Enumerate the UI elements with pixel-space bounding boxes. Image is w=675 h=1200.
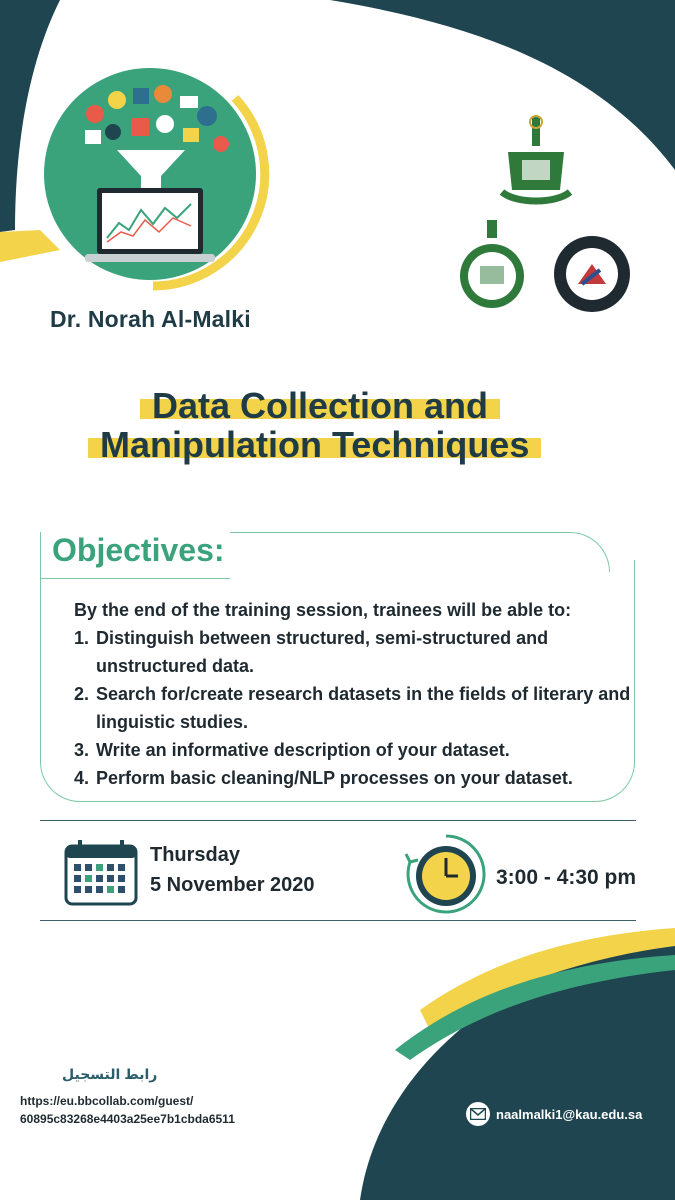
registration-link-line1[interactable]: https://eu.bbcollab.com/guest/: [20, 1094, 194, 1108]
divider-bottom: [40, 920, 636, 921]
clock-icon: [404, 832, 488, 916]
calendar-icon: [64, 838, 138, 906]
speaker-name: Dr. Norah Al-Malki: [50, 306, 251, 332]
event-date-value: 5 November 2020: [150, 874, 315, 896]
divider-top: [40, 820, 636, 821]
laptop-chart-illustration: [35, 58, 275, 298]
registration-link-line2[interactable]: 60895c83268e4403a25ee7b1cbda6511: [20, 1112, 235, 1126]
objective-item: 3. Write an informative description of your dataset.: [74, 740, 510, 760]
registration-link[interactable]: [20, 1092, 235, 1128]
contact-email[interactable]: [466, 1102, 642, 1126]
event-day: Thursday: [150, 844, 241, 866]
event-time: 3:00 - 4:30 pm: [496, 866, 637, 889]
objective-item: 2. Search for/create research datasets in the fields of literary and linguistic studies.: [74, 684, 631, 732]
faculty-of-arts-seal: [458, 220, 526, 312]
mail-icon: [466, 1102, 490, 1126]
university-emblem-logo: [496, 112, 576, 214]
objective-item: 1. Distinguish between structured, semi-structured and unstructured data.: [74, 628, 549, 676]
languages-department-seal: [552, 234, 632, 314]
title-line-2: Manipulation Techniques: [100, 424, 529, 466]
title-line-1: Data Collection and: [152, 385, 488, 427]
objectives-heading: Objectives:: [52, 532, 225, 568]
objectives-intro: By the end of the training session, trainees will be able to:: [74, 600, 572, 620]
objective-item: 4. Perform basic cleaning/NLP processes on your dataset.: [74, 768, 573, 788]
objectives-list: [74, 596, 644, 792]
objectives-divider: [40, 578, 230, 579]
email-address[interactable]: naalmalki1@kau.edu.sa: [496, 1106, 643, 1122]
event-date: [150, 840, 315, 900]
registration-label: رابط التسجيل: [62, 1066, 158, 1082]
